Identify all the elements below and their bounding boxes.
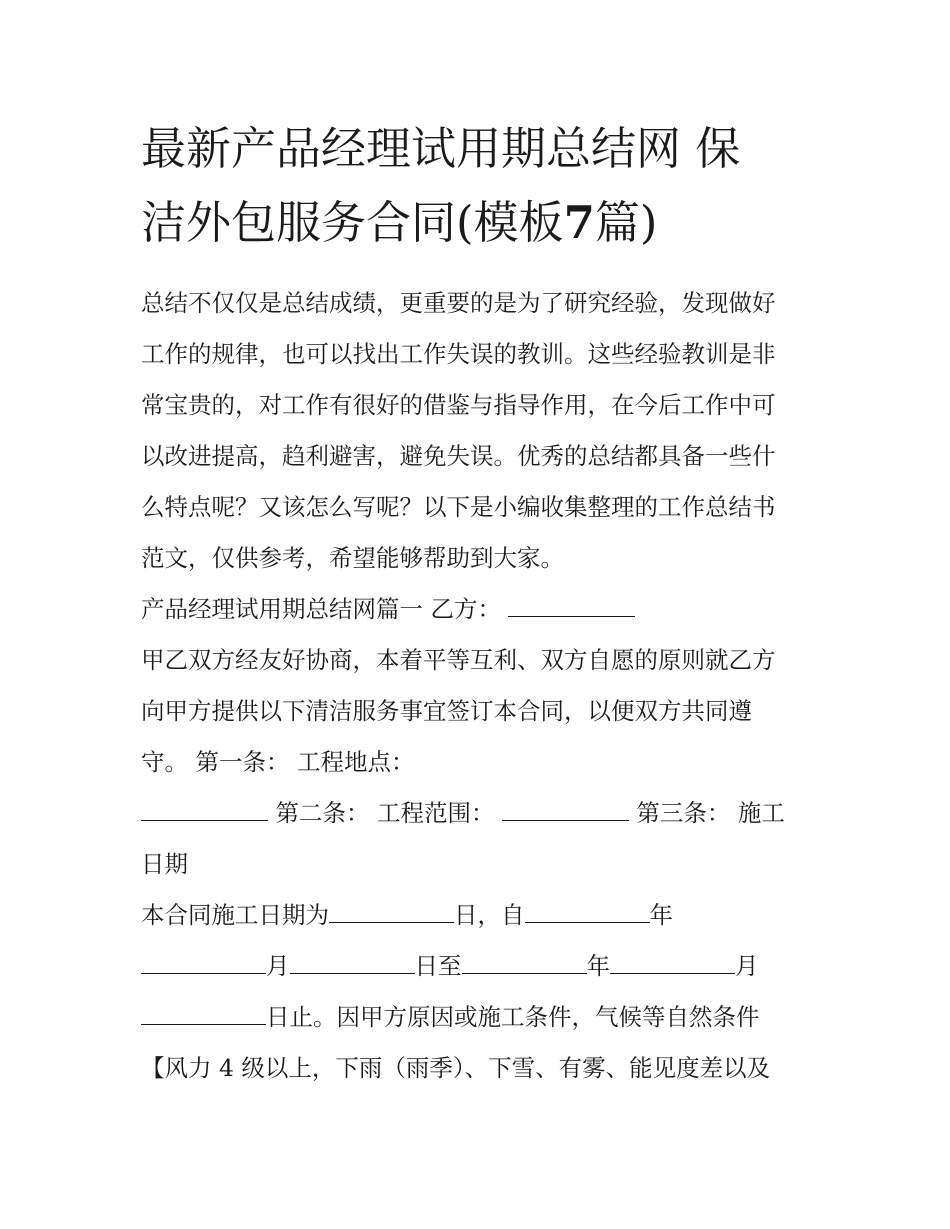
date-intro: 本合同施工日期为 (141, 901, 329, 929)
para1-line-2: 向甲方提供以下清洁服务事宜签订本合同，以便双方共同遵 (141, 697, 752, 725)
party-b-blank (508, 594, 635, 617)
intro-line-6: 范文，仅供参考，希望能够帮助到大家。 (141, 544, 564, 572)
date-line-2 (141, 941, 813, 992)
clause-3-label: 第三条： 施工 (628, 799, 785, 827)
date-end-text: 日止。因甲方原因或施工条件，气候等自然条件 (266, 1003, 760, 1031)
clause-3-continued: 日期 (141, 850, 188, 878)
section-heading-line (141, 584, 813, 635)
location-blank (141, 798, 268, 821)
date-year-label: 年 (649, 901, 673, 929)
date-month-label: 月 (266, 952, 290, 980)
end-day-blank (141, 1002, 266, 1025)
date-line-1 (141, 890, 813, 941)
end-month-blank (610, 951, 735, 974)
intro-line-3: 常宝贵的，对工作有很好的借鉴与指导作用，在今后工作中可 (141, 391, 776, 419)
start-month-blank (141, 951, 266, 974)
intro-line-5: 么特点呢？又该怎么写呢？以下是小编收集整理的工作总结书 (141, 493, 776, 521)
intro-line-1: 总结不仅仅是总结成绩，更重要的是为了研究经验，发现做好 (141, 289, 776, 317)
para1-line-3: 守。 第一条： 工程地点： (141, 748, 415, 776)
title-line-2 (141, 186, 813, 260)
start-year-blank (525, 900, 650, 923)
title-number: 7 (563, 196, 595, 249)
title-line-2-part-b: 篇) (594, 196, 658, 249)
clauses-line (141, 788, 813, 839)
document-page (141, 112, 813, 1094)
title-line-2-part-a: 洁外包服务合同(模板 (141, 196, 564, 249)
date-day-from: 日，自 (454, 901, 525, 929)
scope-blank (502, 798, 629, 821)
start-day-blank (290, 951, 415, 974)
section-heading: 产品经理试用期总结网篇一 乙方： (141, 595, 501, 623)
date-month2-label: 月 (735, 952, 759, 980)
duration-days-blank (329, 900, 454, 923)
clause-2-label: 第二条： 工程范围： (268, 799, 502, 827)
end-year-blank (462, 951, 587, 974)
intro-line-2: 工作的规律，也可以找出工作失误的教训。这些经验教训是非 (141, 340, 776, 368)
document-body (141, 278, 813, 1094)
intro-line-4: 以改进提高，趋利避害，避免失误。优秀的总结都具备一些什 (141, 442, 776, 470)
date-day-to-label: 日至 (414, 952, 462, 980)
title-line-1: 最新产品经理试用期总结网 保 (141, 122, 741, 175)
date-year2-label: 年 (586, 952, 610, 980)
document-title (141, 112, 813, 260)
para1-line-1: 甲乙双方经友好协商，本着平等互利、双方自愿的原则就乙方 (141, 646, 776, 674)
date-line-3 (141, 992, 813, 1043)
last-line: 【风力 4 级以上，下雨（雨季）、下雪、有雾、能见度差以及 (141, 1054, 771, 1082)
